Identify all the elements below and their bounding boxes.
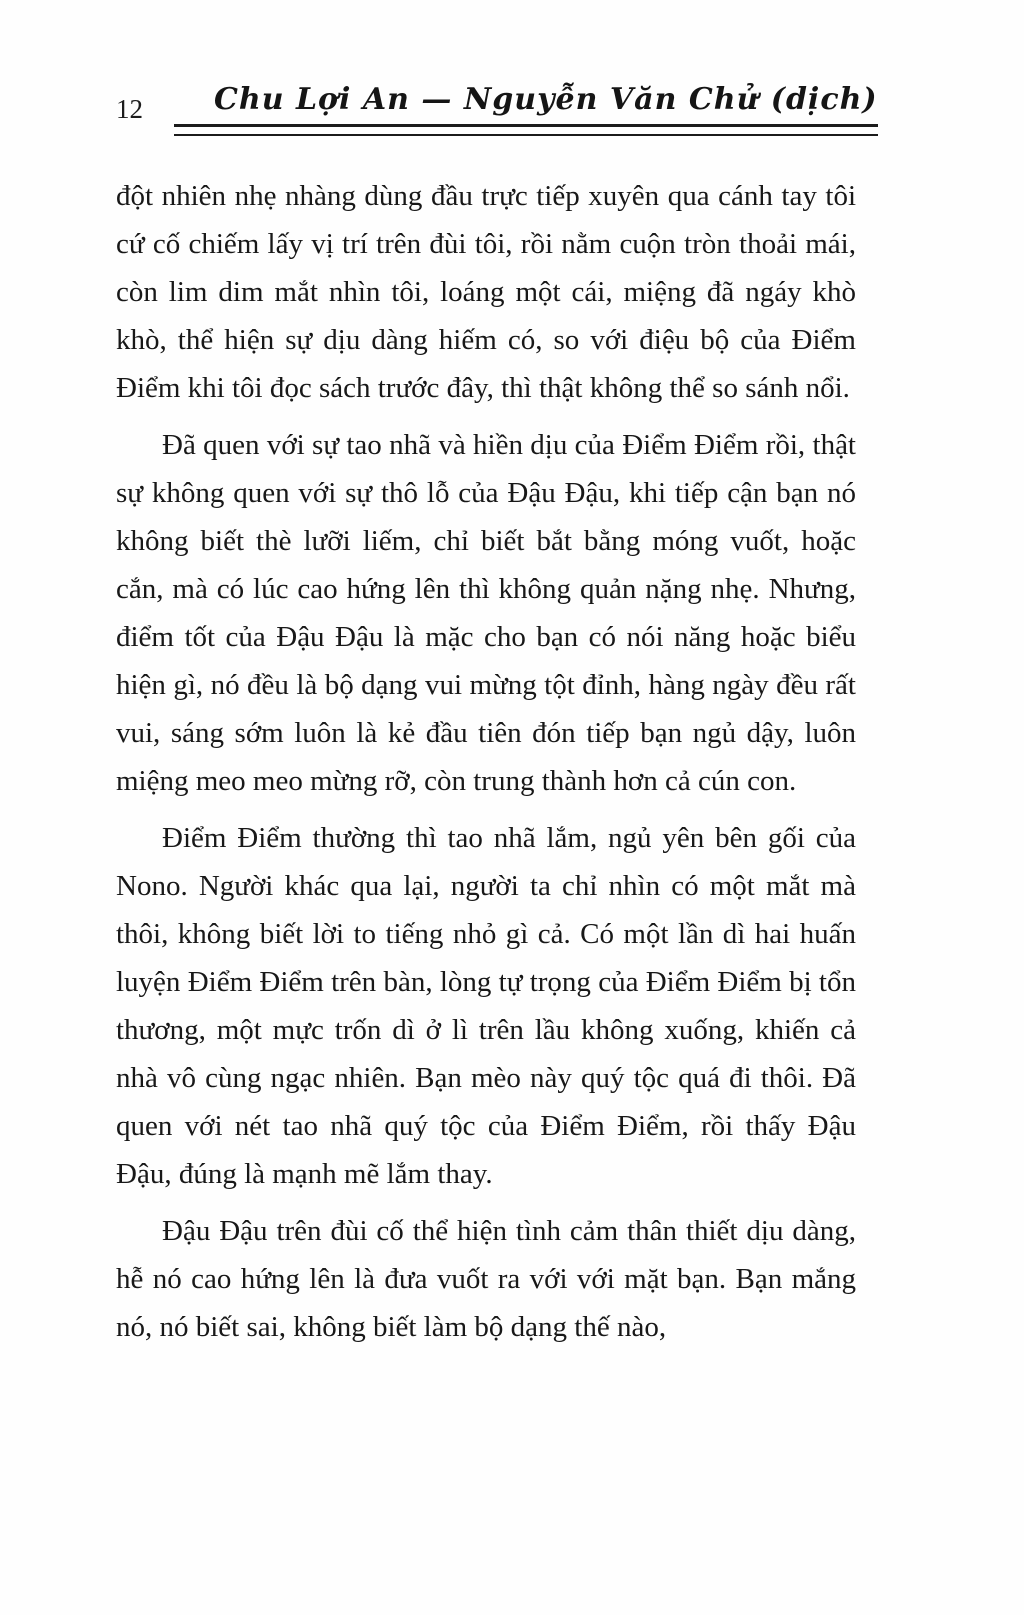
- header-double-rule: [174, 124, 878, 136]
- page-header: [0, 0, 1024, 140]
- page-number: 12: [116, 94, 143, 124]
- paragraph: Đậu Đậu trên đùi cố thể hiện tình cảm thân thiết dịu dàng, hễ nó cao hứng lên là đưa vuốt ra với với mặt bạn. Bạn mắng nó, nó biết sai, không biết làm bộ dạng thế nào,: [116, 1215, 856, 1343]
- header-ornament-icon: [160, 82, 164, 140]
- page-body: [0, 140, 1024, 1351]
- paragraph: Điểm Điểm thường thì tao nhã lắm, ngủ yên bên gối của Nono. Người khác qua lại, người ta chỉ nhìn có một mắt mà thôi, không biết lời to tiếng nhỏ gì cả. Có một lần dì hai huấn luyện Điểm Điểm trên bàn, lòng tự trọng của Điểm Điểm bị tổn thương, một mực trốn dì ở lì trên lầu không xuống, khiến cả nhà vô cùng ngạc nhiên. Bạn mèo này quý tộc quá đi thôi. Đã quen với nét tao nhã quý tộc của Điểm Điểm, rồi thấy Đậu Đậu, đúng là mạnh mẽ lắm thay.: [116, 822, 856, 1190]
- running-header-title: Chu Lợi An — Nguyễn Văn Chử (dịch): [214, 82, 878, 117]
- paragraph: Đã quen với sự tao nhã và hiền dịu của Điểm Điểm rồi, thật sự không quen với sự thô lỗ của Đậu Đậu, khi tiếp cận bạn nó không biết thè lưỡi liếm, chỉ biết bắt bằng móng vuốt, hoặc cắn, mà có lúc cao hứng lên thì không quản nặng nhẹ. Nhưng, điểm tốt của Đậu Đậu là mặc cho bạn có nói năng hoặc biểu hiện gì, nó đều là bộ dạng vui mừng tột đỉnh, hàng ngày đều rất vui, sáng sớm luôn là kẻ đầu tiên đón tiếp bạn ngủ dậy, luôn miệng meo meo mừng rỡ, còn trung thành hơn cả cún con.: [116, 429, 856, 797]
- paragraph: đột nhiên nhẹ nhàng dùng đầu trực tiếp xuyên qua cánh tay tôi cứ cố chiếm lấy vị trí trên đùi tôi, rồi nằm cuộn tròn thoải mái, còn lim dim mắt nhìn tôi, loáng một cái, miệng đã ngáy khò khò, thể hiện sự dịu dàng hiếm có, so với điệu bộ của Điểm Điểm khi tôi đọc sách trước đây, thì thật không thể so sánh nổi.: [116, 180, 856, 404]
- header-title-block: [174, 80, 878, 136]
